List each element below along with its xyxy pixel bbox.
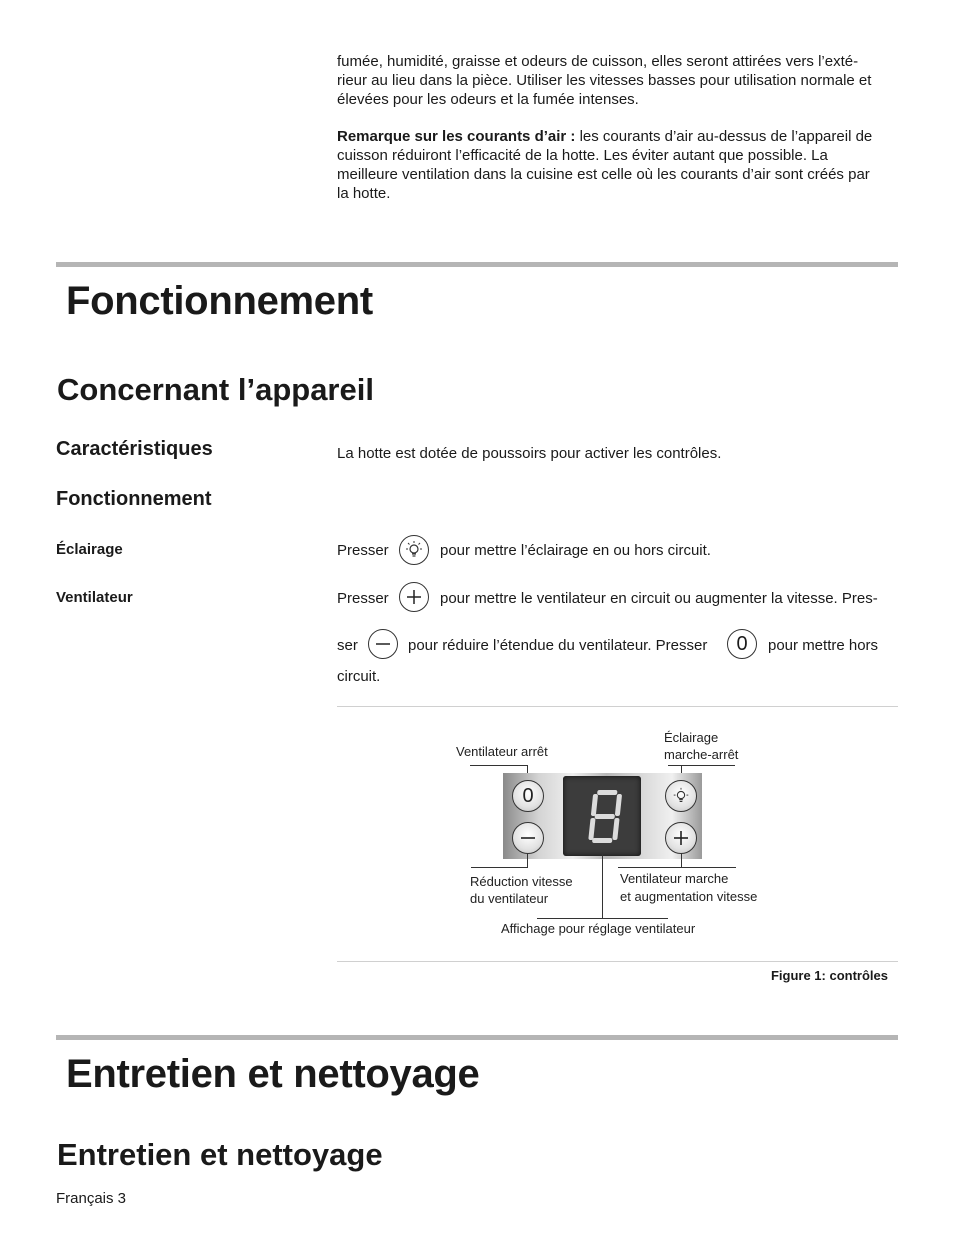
leader-line	[668, 765, 735, 766]
note-line: meilleure ventilation dans la cuisine est celle où les courants d’air sont créés par	[337, 166, 870, 183]
section-title: Fonctionnement	[66, 279, 373, 323]
figure-top-rule	[337, 706, 898, 707]
section-divider	[56, 1035, 898, 1040]
air-current-note	[337, 127, 902, 203]
figure-caption: Figure 1: contrôles	[770, 968, 888, 983]
leader-line	[527, 853, 528, 867]
light-bulb-icon	[671, 786, 691, 806]
features-text: La hotte est dotée de poussoirs pour activer les contrôles.	[337, 445, 722, 462]
fan-line3: circuit.	[337, 668, 381, 685]
label-reduce-1: Réduction vitesse	[470, 874, 573, 889]
note-text: les courants d’air au-dessus de l’appareil de	[575, 128, 873, 145]
fan-label: Ventilateur	[56, 589, 133, 606]
light-button[interactable]	[665, 780, 697, 812]
note-line: cuisson réduiront l’efficacité de la hotte. Les éviter autant que possible. La	[337, 147, 828, 164]
fan-post1: pour mettre le ventilateur en circuit ou augmenter la vitesse. Pres-	[440, 590, 878, 607]
leader-line	[618, 867, 736, 868]
section-subtitle: Entretien et nettoyage	[57, 1137, 383, 1172]
section-title: Entretien et nettoyage	[66, 1052, 480, 1096]
figure-bottom-rule	[337, 961, 898, 962]
intro-paragraph	[337, 52, 902, 109]
fan-mid2: pour réduire l’étendue du ventilateur. Presser	[408, 637, 708, 654]
intro-line: élevées pour les odeurs et la fumée intenses.	[337, 91, 639, 108]
section-divider	[56, 262, 898, 267]
leader-line	[470, 765, 528, 766]
label-fan-on-1: Ventilateur marche	[620, 871, 729, 886]
fan-up-button[interactable]	[665, 822, 697, 854]
lighting-post: pour mettre l’éclairage en ou hors circuit.	[440, 542, 711, 559]
label-reduce-2: du ventilateur	[470, 891, 549, 906]
intro-line: rieur au lieu dans la pièce. Utiliser les vitesses basses pour utilisation normale et	[337, 72, 872, 89]
fan-down-button[interactable]	[512, 822, 544, 854]
minus-icon	[368, 629, 398, 659]
plus-icon	[399, 582, 429, 612]
label-fan-on-2: et augmentation vitesse	[620, 889, 758, 904]
zero-icon	[727, 629, 757, 659]
leader-line	[681, 853, 682, 867]
note-label: Remarque sur les courants d’air :	[337, 128, 576, 145]
section-subtitle: Concernant l’appareil	[57, 372, 374, 407]
note-line: la hotte.	[337, 185, 391, 202]
leader-line	[537, 918, 668, 919]
page-footer: Français 3	[56, 1190, 127, 1207]
operation-heading: Fonctionnement	[56, 488, 212, 510]
label-light-2: marche-arrêt	[664, 747, 739, 762]
minus-icon	[519, 829, 537, 847]
fan-post2: pour mettre hors	[768, 637, 879, 654]
leader-line	[602, 853, 603, 918]
label-display: Affichage pour réglage ventilateur	[501, 921, 696, 936]
fan-pre2: ser	[337, 637, 358, 654]
zero-glyph: 0	[522, 785, 534, 807]
light-bulb-icon	[399, 535, 429, 565]
zero-glyph: 0	[736, 633, 748, 655]
leader-line	[471, 867, 528, 868]
lighting-pre: Presser	[337, 542, 389, 559]
fan-off-button[interactable]	[512, 780, 544, 812]
label-fan-off: Ventilateur arrêt	[456, 744, 548, 759]
features-heading: Caractéristiques	[56, 438, 213, 460]
fan-pre: Presser	[337, 590, 389, 607]
label-light-1: Éclairage	[664, 730, 719, 745]
lighting-label: Éclairage	[56, 541, 123, 558]
intro-line: fumée, humidité, graisse et odeurs de cuisson, elles seront attirées vers l’exté-	[337, 53, 859, 70]
seven-segment-digit	[563, 776, 641, 856]
plus-icon	[672, 829, 690, 847]
fan-speed-display	[563, 776, 641, 856]
